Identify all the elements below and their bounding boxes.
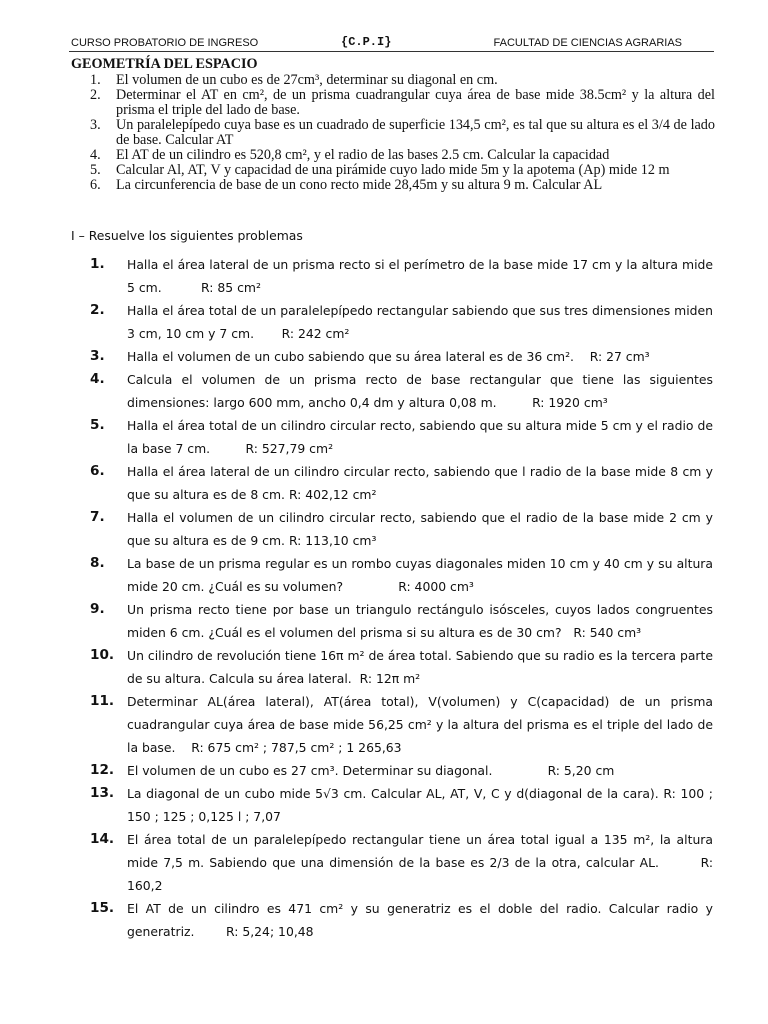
- geometry-item-number: 3.: [90, 117, 101, 133]
- problem-item: [90, 345, 713, 368]
- geometry-item: [90, 73, 715, 88]
- problem-text: Un cilindro de revolución tiene 16π m² de área total. Sabiendo que su radio es la tercera parte de su altura. Calcula su área lateral.: [127, 648, 713, 686]
- problem-answer: R: 27 cm³: [589, 349, 650, 364]
- geometry-item: [90, 88, 715, 118]
- problem-number: 1.: [90, 256, 105, 272]
- problem-item: [90, 690, 713, 759]
- geometry-item-text: El volumen de un cubo es de 27cm³, determinar su diagonal en cm.: [116, 72, 498, 88]
- problem-number: 5.: [90, 417, 105, 433]
- problem-text: Calcula el volumen de un prisma recto de base rectangular que tiene las siguientes dimensiones: largo 600 mm, ancho 0,4 dm y altura 0,08 m.: [127, 372, 713, 410]
- geometry-item-text: El AT de un cilindro es 520,8 cm², y el radio de las bases 2.5 cm. Calcular la capacidad: [116, 147, 610, 163]
- problem-number: 15.: [90, 900, 115, 916]
- geometry-item: [90, 148, 715, 163]
- geometry-item-text: Determinar el AT en cm², de un prisma cuadrangular cuya área de base mide 38.5cm² y la altura del prisma el triple del lado de base.: [116, 87, 715, 118]
- geometry-item: [90, 163, 715, 178]
- problem-answer: R: 242 cm²: [281, 326, 350, 341]
- problem-answer: R: 4000 cm³: [398, 579, 474, 594]
- problem-text: Halla el área lateral de un prisma recto si el perímetro de la base mide 17 cm y la altura mide 5 cm.: [127, 257, 713, 295]
- header-code: {C.P.I}: [341, 35, 392, 49]
- problem-text: El volumen de un cubo es 27 cm³. Determinar su diagonal.: [127, 763, 493, 778]
- header-faculty: FACULTAD DE CIENCIAS AGRARIAS: [493, 37, 682, 49]
- problem-list: [90, 253, 713, 943]
- problem-item: [90, 552, 713, 598]
- problem-text: Halla el volumen de un cilindro circular recto, sabiendo que el radio de la base mide 2 cm y que su altura es de 9 cm.: [127, 510, 713, 548]
- problem-text: La base de un prisma regular es un rombo cuyas diagonales miden 10 cm y 40 cm y su altura mide 20 cm. ¿Cuál es su volumen?: [127, 556, 713, 594]
- problem-item: [90, 759, 713, 782]
- problem-number: 6.: [90, 463, 105, 479]
- problem-text: Determinar AL(área lateral), AT(área total), V(volumen) y C(capacidad) de un prisma cuadrangular cuya área de base mide 56,25 cm² y la altura del prisma es el triple del lado de la base.: [127, 694, 713, 755]
- geometry-item-text: Un paralelepípedo cuya base es un cuadrado de superficie 134,5 cm², es tal que su altura es el 3/4 de lado de base. Calcular AT: [116, 117, 715, 148]
- geometry-item: [90, 118, 715, 148]
- problem-answer: R: 113,10 cm³: [288, 533, 377, 548]
- problem-item: [90, 253, 713, 299]
- geometry-item-text: Calcular Al, AT, V y capacidad de una pirámide cuyo lado mide 5m y la apotema (Ap) mide 12 m: [116, 162, 670, 178]
- problem-item: [90, 506, 713, 552]
- problem-answer: R: 85 cm²: [201, 280, 261, 295]
- geometry-item-number: 2.: [90, 87, 101, 103]
- problem-answer: R: 5,24; 10,48: [226, 924, 314, 939]
- problem-answer: R: 100 ; 150 ; 125 ; 0,125 l ; 7,07: [127, 786, 713, 824]
- problem-text: Halla el área total de un cilindro circular recto, sabiendo que su altura mide 5 cm y el radio de la base 7 cm.: [127, 418, 713, 456]
- page-header: [69, 35, 714, 52]
- problem-answer: R: 12π m²: [359, 671, 421, 686]
- problem-text: Halla el área total de un paralelepípedo rectangular sabiendo que sus tres dimensiones miden 3 cm, 10 cm y 7 cm.: [127, 303, 714, 341]
- geometry-item: [90, 178, 715, 193]
- problem-answer: R: 527,79 cm²: [245, 441, 334, 456]
- problem-number: 7.: [90, 509, 105, 525]
- problem-answer: R: 675 cm² ; 787,5 cm² ; 1 265,63: [191, 740, 402, 755]
- problem-item: [90, 368, 713, 414]
- header-course: CURSO PROBATORIO DE INGRESO: [71, 37, 259, 49]
- problem-number: 10.: [90, 647, 115, 663]
- problem-item: [90, 414, 713, 460]
- problem-item: [90, 644, 713, 690]
- geometry-title: GEOMETRÍA DEL ESPACIO: [71, 56, 258, 72]
- problem-number: 2.: [90, 302, 105, 318]
- problem-text: El área total de un paralelepípedo rectangular tiene un área total igual a 135 m², la altura mide 7,5 m. Sabiendo que una dimensión de la base es 2/3 de la otra, calcular AL.: [127, 832, 713, 870]
- problem-number: 3.: [90, 348, 105, 364]
- geometry-item-number: 6.: [90, 177, 101, 193]
- problem-number: 13.: [90, 785, 115, 801]
- problem-number: 4.: [90, 371, 105, 387]
- problem-text: Un prisma recto tiene por base un triangulo rectángulo isósceles, cuyos lados congruentes miden 6 cm. ¿Cuál es el volumen del prisma si su altura es de 30 cm?: [127, 602, 713, 640]
- problem-answer: R: 160,2: [127, 855, 713, 893]
- problem-item: [90, 782, 713, 828]
- geometry-list: [90, 73, 715, 193]
- problem-answer: R: 5,20 cm: [547, 763, 615, 778]
- problem-item: [90, 299, 713, 345]
- section-title: I – Resuelve los siguientes problemas: [71, 228, 303, 243]
- problem-number: 8.: [90, 555, 105, 571]
- geometry-item-text: La circunferencia de base de un cono recto mide 28,45m y su altura 9 m. Calcular AL: [116, 177, 603, 193]
- problem-number: 14.: [90, 831, 115, 847]
- problem-number: 12.: [90, 762, 115, 778]
- geometry-item-number: 1.: [90, 72, 101, 88]
- problem-item: [90, 460, 713, 506]
- problem-answer: R: 402,12 cm²: [288, 487, 377, 502]
- geometry-item-number: 5.: [90, 162, 101, 178]
- problem-text: La diagonal de un cubo mide 5√3 cm. Calcular AL, AT, V, C y d(diagonal de la cara).: [127, 786, 659, 801]
- problem-item: [90, 598, 713, 644]
- problem-answer: R: 1920 cm³: [532, 395, 608, 410]
- problem-text: El AT de un cilindro es 471 cm² y su generatriz es el doble del radio. Calcular radio y generatriz.: [127, 901, 713, 939]
- problem-number: 9.: [90, 601, 105, 617]
- problem-number: 11.: [90, 693, 115, 709]
- problem-text: Halla el área lateral de un cilindro circular recto, sabiendo que l radio de la base mide 8 cm y que su altura es de 8 cm.: [127, 464, 713, 502]
- problem-text: Halla el volumen de un cubo sabiendo que su área lateral es de 36 cm².: [127, 349, 574, 364]
- problem-item: [90, 828, 713, 897]
- problem-item: [90, 897, 713, 943]
- problem-answer: R: 540 cm³: [573, 625, 642, 640]
- geometry-item-number: 4.: [90, 147, 101, 163]
